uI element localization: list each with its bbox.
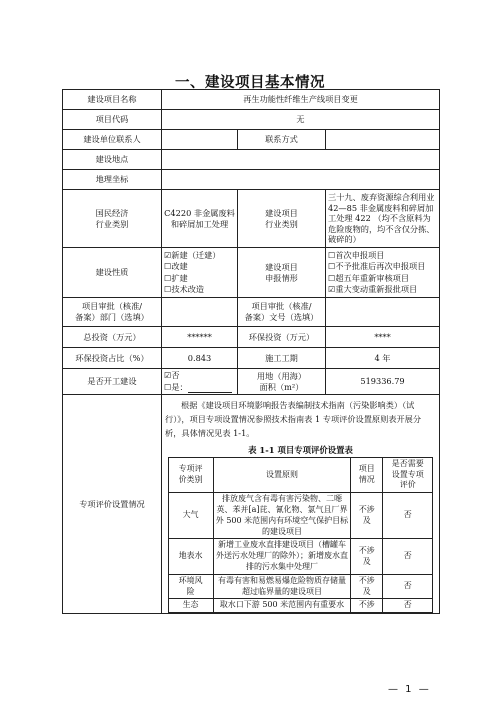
label-special: 专项评价设置情况 (63, 395, 162, 614)
label-industry: 国民经济 行业类别 (63, 190, 162, 248)
nature-option-rebuild[interactable]: ☐改建 (164, 261, 188, 272)
app-option-major-change[interactable]: ☑重大变动重新报批项目 (328, 283, 418, 294)
label-contact-method: 联系方式 (238, 130, 326, 150)
nature-option-new[interactable]: ☑新建（迁建） (164, 250, 221, 261)
value-approval-doc (326, 298, 440, 327)
app-option-five-year[interactable]: ☐超五年重新审核项目 (328, 272, 410, 283)
special-paragraph: 根据《建设项目环境影响报告表编制技术指南（污染影响类）（试行）》，项目专项设置情况参照技术指南表 1 专项评价设置原则表开展分析，具体情况见表 1-1。 (165, 400, 422, 438)
value-industry-category: 三十九、废弃资源综合利用业 42—85 非金属废料和碎屑加工处理 422 （均不含原料为危险废物的，均不含仅分拣、破碎的） (326, 190, 440, 248)
label-application: 建设项目 申报情形 (238, 248, 326, 298)
label-started: 是否开工建设 (63, 369, 162, 395)
label-project-code: 项目代码 (63, 110, 162, 130)
page-title: 一、建设项目基本情况 (175, 74, 325, 91)
value-project-name: 再生功能性纤维生产线项目变更 (162, 90, 440, 110)
label-contact: 建设单位联系人 (63, 130, 162, 150)
row-investment (63, 327, 440, 348)
special-table-header (168, 457, 433, 492)
special-cell: 有毒有害和易燃易爆危险物质存储量超过临界量的建设项目 (213, 574, 351, 599)
app-option-first[interactable]: ☐首次申报项目 (328, 250, 385, 261)
special-cell: 否 (383, 599, 433, 613)
started-yes-blank (188, 383, 232, 393)
special-cell: 否 (383, 539, 433, 574)
value-contact (162, 130, 238, 150)
label-nature: 建设性质 (63, 248, 162, 298)
special-cell: 不涉 及 (351, 493, 383, 539)
nature-options (162, 248, 238, 298)
value-location (162, 150, 440, 170)
special-cell: 大气 (168, 493, 213, 539)
special-table (168, 457, 434, 613)
label-area: 用地（用海） 面积（m²） (238, 369, 326, 395)
row-location (63, 150, 440, 170)
special-cell: 新增工业废水直排建设项目（槽罐车外送污水处理厂的除外）；新增废水直排的污水集中处理厂 (213, 539, 351, 574)
row-project-name (63, 90, 440, 110)
row-ratio (63, 348, 440, 369)
value-investment: ****** (162, 327, 238, 348)
table-row (168, 539, 433, 574)
nature-option-tech[interactable]: ☐技术改造 (164, 283, 205, 294)
label-approval-doc: 项目审批（核准/ 备案）文号（选填） (238, 298, 326, 327)
special-content (162, 395, 440, 614)
label-industry-category: 建设项目 行业类别 (238, 190, 326, 248)
special-cell: 地表水 (168, 539, 213, 574)
label-approval-dept: 项目审批（核准/ 备案）部门（选填） (63, 298, 162, 327)
special-header-required: 是否需要 设置专项 评价 (383, 457, 433, 492)
value-period: 4 年 (326, 348, 440, 369)
special-cell: 环境风 险 (168, 574, 213, 599)
special-cell: 生态 (168, 599, 213, 613)
special-cell: 取水口下游 500 米范围内有重要水 (213, 599, 351, 613)
value-env-investment: **** (326, 327, 440, 348)
special-header-principle: 设置原则 (213, 457, 351, 492)
special-table-caption: 表 1-1 项目专项评价设置表 (248, 444, 353, 455)
value-industry: C4220 非金属废料和碎屑加工处理 (162, 190, 238, 248)
row-approval (63, 298, 440, 327)
row-contact (63, 130, 440, 150)
value-project-code: 无 (162, 110, 440, 130)
label-location: 建设地点 (63, 150, 162, 170)
label-coords: 地理坐标 (63, 170, 162, 190)
special-header-status: 项目 情况 (351, 457, 383, 492)
label-period: 施工工期 (238, 348, 326, 369)
basic-info-table (62, 89, 440, 614)
label-project-name: 建设项目名称 (63, 90, 162, 110)
row-project-code (63, 110, 440, 130)
special-cell: 否 (383, 493, 433, 539)
special-cell: 不涉 (351, 599, 383, 613)
value-ratio: 0.843 (162, 348, 238, 369)
table-row (168, 599, 433, 613)
special-cell: 不涉 及 (351, 539, 383, 574)
nature-option-expand[interactable]: ☐扩建 (164, 272, 188, 283)
special-header-category: 专项评 价类别 (168, 457, 213, 492)
special-cell: 排放废气含有毒有害污染物、二噁英、苯并[a]芘、氰化物、氯气且厂界外 500 米范围内有环境空气保护目标的建设项目 (213, 493, 351, 539)
label-env-investment: 环保投资（万元） (238, 327, 326, 348)
special-cell: 不涉 及 (351, 574, 383, 599)
row-coords (63, 170, 440, 190)
row-nature (63, 248, 440, 298)
row-started (63, 369, 440, 395)
started-option-yes[interactable]: ☐是： (164, 382, 235, 393)
table-row (168, 493, 433, 539)
value-coords (162, 170, 440, 190)
app-option-resubmit[interactable]: ☐不予批准后再次申报项目 (328, 261, 426, 272)
value-contact-method (326, 130, 440, 150)
page-number: — 1 — (388, 684, 431, 695)
started-option-no[interactable]: ☑否 (164, 370, 180, 381)
label-investment: 总投资（万元） (63, 327, 162, 348)
label-ratio: 环保投资占比（%） (63, 348, 162, 369)
value-area: 519336.79 (326, 369, 440, 395)
special-cell: 否 (383, 574, 433, 599)
started-options (162, 369, 238, 395)
row-industry (63, 190, 440, 248)
row-special (63, 395, 440, 614)
value-approval-dept (162, 298, 238, 327)
table-row (168, 574, 433, 599)
application-options (326, 248, 440, 298)
